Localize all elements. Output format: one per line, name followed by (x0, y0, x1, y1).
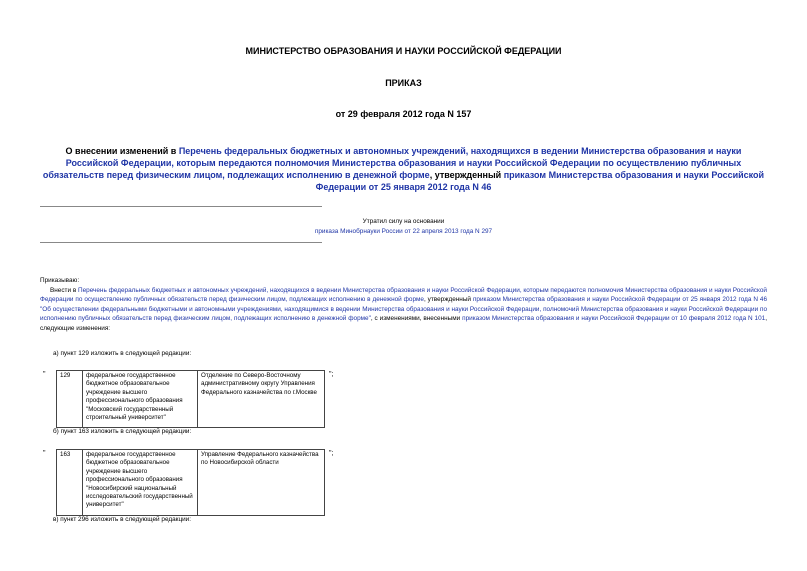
cell-number: 129 (57, 371, 83, 428)
document-type: ПРИКАЗ (385, 78, 422, 88)
table2-open-quote: " (43, 450, 46, 457)
document-title (40, 145, 767, 193)
divider-top (40, 206, 322, 207)
paragraph-text-3: , с изменениями, внесенными (370, 315, 463, 323)
item-c: в) пункт 296 изложить в следующей редакции: (53, 516, 192, 523)
ministry-heading: МИНИСТЕРСТВО ОБРАЗОВАНИЯ И НАУКИ РОССИЙСКОЙ ФЕДЕРАЦИИ (245, 46, 562, 56)
cell-authority: Отделение по Северо-Восточному административному округу Управления Федерального казначейства по г.Москве (198, 371, 325, 428)
title-text-2: , утвержденный (429, 170, 504, 180)
table-row (57, 371, 325, 428)
title-link-order[interactable]: приказом Министерства образования и науки Российской Федерации от 25 января 2012 года N 46 (315, 170, 765, 192)
link-order-46[interactable]: приказом Министерства образования и науки Российской Федерации от 25 января 2012 года N 46 "Об осуществлении федеральными бюджетными и автономными учреждениями, находящимися в ведении Министерства образования и науки Российской Федерации, полномочий Министерства образования и науки Российской Федерации по исполнению публичных обязательств перед физическим лицом, подлежащих исполнению в денежной форме" (40, 296, 767, 323)
intro-line: Приказываю: (40, 277, 80, 284)
table1-close-quote: "; (329, 371, 334, 378)
cell-institution: федеральное государственное бюджетное образовательное учреждение высшего профессионального образования "Московский государственный строительный университет" (83, 371, 198, 428)
title-text: О внесении изменений в (65, 146, 179, 156)
order-body (40, 276, 767, 334)
table-row (57, 450, 325, 516)
table2-close-quote: "; (329, 450, 334, 457)
status-link[interactable]: приказа Минобрнауки России от 22 апреля 2013 года N 297 (314, 228, 493, 235)
paragraph-text-4: , следующие изменения: (40, 315, 768, 332)
divider-bottom (40, 242, 322, 243)
status-note: Утратил силу на основании (362, 218, 445, 225)
link-list[interactable]: Перечень федеральных бюджетных и автономных учреждений, находящихся в ведении Министерства образования и науки Российской Федерации, которым передаются полномочия Министерства образования и науки Российской Федерации по осуществлению публичных обязательств перед физическим лицом, подлежащих исполнению в денежной форме (40, 286, 767, 304)
paragraph-text: Внести в (50, 286, 78, 294)
item-a: а) пункт 129 изложить в следующей редакции: (53, 350, 192, 357)
table-item-129 (56, 370, 325, 428)
link-order-101[interactable]: приказом Министерства образования и науки Российской Федерации от 10 февраля 2012 года N 101 (462, 315, 766, 323)
title-link-list[interactable]: Перечень федеральных бюджетных и автономных учреждений, находящихся в ведении Министерства образования и науки Российской Федерации, которым передаются полномочия Министерства образования и науки Российской Федерации по осуществлению публичных обязательств перед физическим лицом, подлежащих исполнению в денежной форме (42, 146, 742, 180)
cell-authority: Управление Федерального казначейства по Новосибирской области (198, 450, 325, 516)
paragraph-text-2: , утвержденный (423, 296, 473, 304)
item-b: б) пункт 163 изложить в следующей редакции: (53, 428, 192, 435)
table-item-163 (56, 449, 325, 516)
cell-institution: федеральное государственное бюджетное образовательное учреждение высшего профессионального образования "Новосибирский национальный исследовательский государственный университет" (83, 450, 198, 516)
main-paragraph (40, 286, 767, 334)
document-date-number: от 29 февраля 2012 года N 157 (335, 109, 472, 119)
cell-number: 163 (57, 450, 83, 516)
table1-open-quote: " (43, 371, 46, 378)
